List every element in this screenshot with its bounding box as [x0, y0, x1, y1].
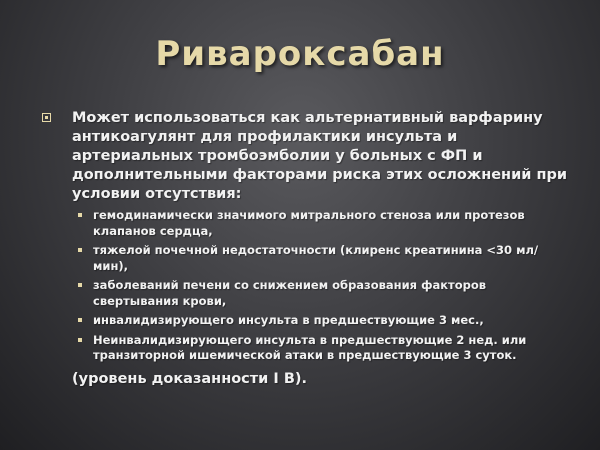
sub-bullet-text: заболеваний печени со снижением образования факторов свертывания крови, [93, 278, 487, 308]
evidence-level: (уровень доказанности I B). [72, 370, 308, 387]
small-square-bullet-icon [78, 318, 82, 322]
main-bullet-text: Может использоваться как альтернативный варфарину антикоагулянт для профилактики инсульта и артериальных тромбоэмболии у больных с ФП и дополнительными факторами риска этих осложнений при условии отсутствия: [72, 110, 568, 202]
square-bullet-icon [42, 113, 51, 122]
sub-bullet-text: тяжелой почечной недостаточности (клиренс креатинина <30 мл/мин), [93, 243, 539, 273]
slide-title: Ривароксабан [155, 34, 445, 74]
sub-bullet-item [38, 243, 568, 274]
sub-bullet-text: гемодинамически значимого митрального стеноза или протезов клапанов сердца, [93, 208, 525, 238]
small-square-bullet-icon [78, 338, 82, 342]
sub-bullet-text: инвалидизирующего инсульта в предшествующие 3 мес., [93, 313, 484, 327]
sub-bullet-item [38, 313, 568, 329]
sub-bullet-text: Неинвалидизирующего инсульта в предшествующие 2 нед. или транзиторной ишемической атаки в предшествующие 3 суток. [93, 332, 527, 362]
slide-content [38, 109, 568, 389]
sub-bullet-list [38, 208, 568, 364]
sub-bullet-item [38, 208, 568, 239]
small-square-bullet-icon [78, 248, 82, 252]
sub-bullet-item [38, 333, 568, 364]
small-square-bullet-icon [78, 283, 82, 287]
main-bullet-item [38, 109, 568, 204]
small-square-bullet-icon [78, 213, 82, 217]
sub-bullet-item [38, 278, 568, 309]
